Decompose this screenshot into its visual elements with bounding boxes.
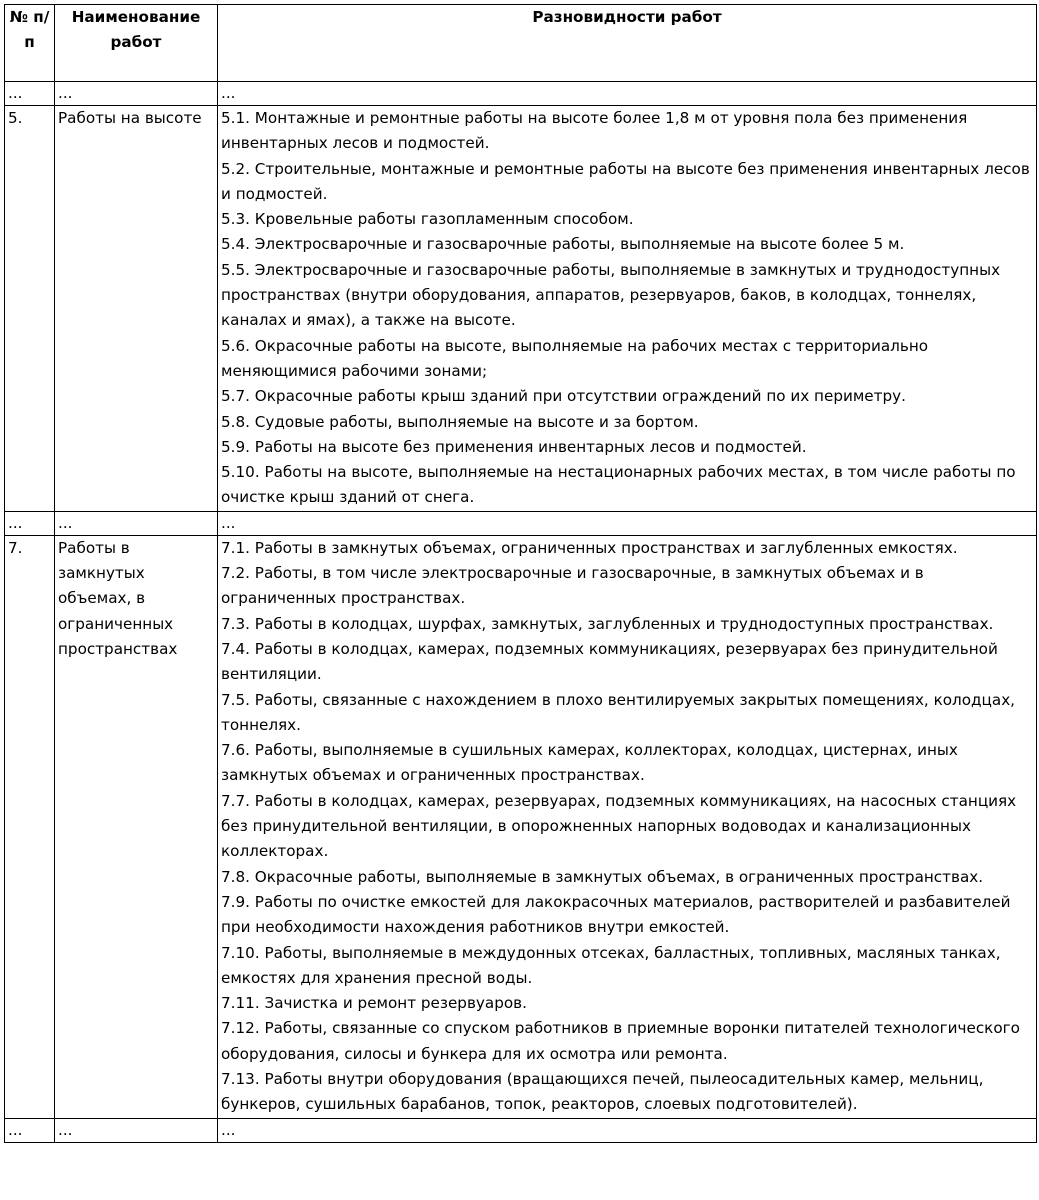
- ellipsis-cell: ...: [55, 511, 218, 535]
- list-item: 5.4. Электросварочные и газосварочные работы, выполняемые на высоте более 5 м.: [221, 235, 905, 254]
- list-item: 7.4. Работы в колодцах, камерах, подземных коммуникациях, резервуарах без принудительной вентиляции.: [221, 639, 998, 684]
- ellipsis-cell: ...: [55, 1118, 218, 1142]
- section-items: [218, 535, 1037, 1118]
- ellipsis-cell: ...: [218, 511, 1037, 535]
- ellipsis-cell: ...: [5, 511, 55, 535]
- list-item: 7.8. Окрасочные работы, выполняемые в замкнутых объемах, в ограниченных пространствах.: [221, 867, 984, 886]
- list-item: 7.3. Работы в колодцах, шурфах, замкнутых, заглубленных и труднодоступных пространствах.: [221, 614, 994, 633]
- section-number: 7.: [5, 535, 55, 1118]
- ellipsis-cell: ...: [5, 82, 55, 106]
- header-name: Наименование работ: [55, 5, 218, 82]
- list-item: 7.10. Работы, выполняемые в междудонных отсеках, балластных, топливных, масляных танках, емкостях для хранения пресной воды.: [221, 943, 1001, 987]
- ellipsis-row: [5, 1118, 1037, 1142]
- list-item: 5.7. Окрасочные работы крыш зданий при отсутствии ограждений по их периметру.: [221, 387, 906, 406]
- ellipsis-cell: ...: [5, 1118, 55, 1142]
- section-name: Работы в замкнутых объемах, в ограниченных пространствах: [55, 535, 218, 1118]
- section-row-5: [5, 106, 1037, 512]
- ellipsis-row: [5, 82, 1037, 106]
- list-item: 5.3. Кровельные работы газопламенным способом.: [221, 210, 634, 229]
- list-item: 5.5. Электросварочные и газосварочные работы, выполняемые в замкнутых и труднодоступных пространствах (внутри оборудования, аппаратов, резервуаров, баков, в колодцах, тоннелях, каналах и ямах), а также на высоте.: [221, 260, 1001, 330]
- ellipsis-row: [5, 511, 1037, 535]
- list-item: 5.8. Судовые работы, выполняемые на высоте и за бортом.: [221, 412, 699, 431]
- list-item: 7.2. Работы, в том числе электросварочные и газосварочные, в замкнутых объемах и в ограниченных пространствах.: [221, 564, 924, 608]
- section-row-7: [5, 535, 1037, 1118]
- work-types-table: [4, 4, 1037, 1143]
- ellipsis-cell: ...: [218, 82, 1037, 106]
- list-item: 7.9. Работы по очистке емкостей для лакокрасочных материалов, растворителей и разбавителей при необходимости нахождения работников внутри емкостей.: [221, 892, 1011, 937]
- list-item: 7.1. Работы в замкнутых объемах, ограниченных пространствах и заглубленных емкостях.: [221, 538, 958, 557]
- header-num: № п/п: [5, 5, 55, 82]
- list-item: 7.11. Зачистка и ремонт резервуаров.: [221, 994, 527, 1013]
- list-item: 5.2. Строительные, монтажные и ремонтные работы на высоте без применения инвентарных лесов и подмостей.: [221, 159, 1030, 203]
- list-item: 7.6. Работы, выполняемые в сушильных камерах, коллекторах, колодцах, цистернах, иных замкнутых объемах и ограниченных пространствах.: [221, 741, 958, 785]
- list-item: 5.6. Окрасочные работы на высоте, выполняемые на рабочих местах с территориально меняющимися рабочими зонами;: [221, 336, 929, 380]
- list-item: 7.7. Работы в колодцах, камерах, резервуарах, подземных коммуникациях, на насосных станциях без принудительной вентиляции, в опорожненных напорных водоводах и канализационных коллекторах.: [221, 791, 1017, 861]
- ellipsis-cell: ...: [55, 82, 218, 106]
- header-row: [5, 5, 1037, 82]
- list-item: 5.1. Монтажные и ремонтные работы на высоте более 1,8 м от уровня пола без применения инвентарных лесов и подмостей.: [221, 109, 968, 153]
- list-item: 7.12. Работы, связанные со спуском работников в приемные воронки питателей технологического оборудования, силосы и бункера для их осмотра или ремонта.: [221, 1019, 1020, 1063]
- section-items: [218, 106, 1037, 512]
- ellipsis-cell: ...: [218, 1118, 1037, 1142]
- section-name: Работы на высоте: [55, 106, 218, 512]
- list-item: 5.9. Работы на высоте без применения инвентарных лесов и подмостей.: [221, 437, 807, 456]
- list-item: 7.13. Работы внутри оборудования (вращающихся печей, пылеосадительных камер, мельниц, бункеров, сушильных барабанов, топок, реакторов, слоевых подготовителей).: [221, 1069, 984, 1114]
- section-number: 5.: [5, 106, 55, 512]
- list-item: 5.10. Работы на высоте, выполняемые на нестационарных рабочих местах, в том числе работы по очистке крыш зданий от снега.: [221, 463, 1016, 507]
- list-item: 7.5. Работы, связанные с нахождением в плохо вентилируемых закрытых помещениях, колодцах, тоннелях.: [221, 690, 1016, 734]
- header-kinds: Разновидности работ: [218, 5, 1037, 82]
